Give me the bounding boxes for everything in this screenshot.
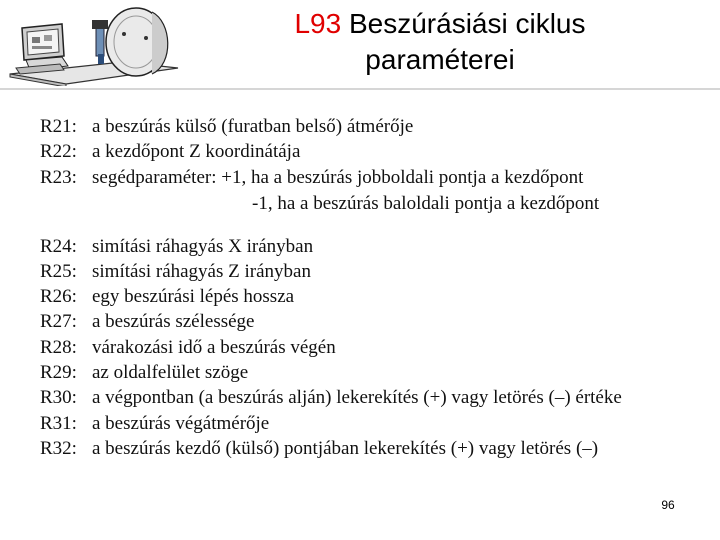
lathe-machine-illustration-icon: [2, 4, 182, 86]
parameter-list: [40, 116, 720, 463]
parameter-code: R25:: [40, 260, 77, 282]
parameter-continuation: -1, ha a beszúrás baloldali pontja a kezdőpont: [252, 192, 600, 214]
slide-title: [240, 6, 640, 78]
parameter-row-r23: [40, 167, 720, 219]
parameter-description: a beszúrás szélessége: [92, 311, 255, 333]
parameter-code: R28:: [40, 336, 77, 358]
parameter-row-r24: [40, 236, 720, 261]
parameter-code: R23:: [40, 166, 77, 188]
parameter-description: a beszúrás végátmérője: [92, 412, 270, 434]
parameter-description: simítási ráhagyás Z irányban: [92, 260, 311, 282]
parameter-description: várakozási idő a beszúrás végén: [92, 336, 336, 358]
parameter-row-r29: [40, 362, 720, 387]
header-divider: [0, 88, 720, 90]
title-text: Beszúrásiási ciklus: [348, 8, 586, 39]
parameter-code: R24:: [40, 235, 77, 257]
parameter-row-r30: [40, 387, 720, 412]
parameter-description: az oldalfelület szöge: [92, 362, 249, 384]
parameter-description: a beszúrás külső (furatban belső) átmérője: [92, 116, 414, 137]
parameter-description: simítási ráhagyás X irányban: [92, 235, 314, 257]
parameter-description: a végpontban (a beszúrás alján) lekerekítés (+) vagy letörés (–) értéke: [92, 387, 622, 409]
parameter-row-r28: [40, 337, 720, 362]
parameter-code: R31:: [40, 412, 77, 434]
parameter-description: a kezdőpont Z koordinátája: [92, 141, 301, 163]
cycle-code: L93: [294, 8, 342, 39]
parameter-code: R26:: [40, 286, 77, 308]
parameter-row-r26: [40, 286, 720, 311]
title-line2: paraméterei: [365, 44, 515, 75]
slide-header: [0, 0, 720, 90]
parameter-description: segédparaméter: +1, ha a beszúrás jobboldali pontja a kezdőpont: [92, 166, 584, 188]
parameter-row-r22: [40, 141, 720, 166]
parameter-description: egy beszúrási lépés hossza: [92, 286, 295, 308]
parameter-description: a beszúrás kezdő (külső) pontjában lekerekítés (+) vagy letörés (–): [92, 437, 599, 459]
parameter-code: R21:: [40, 116, 77, 137]
parameter-row-r31: [40, 413, 720, 438]
parameter-row-r32: [40, 438, 720, 463]
parameter-code: R22:: [40, 141, 77, 163]
parameter-code: R30:: [40, 387, 77, 409]
parameter-row-r21: [40, 116, 720, 141]
parameter-code: R27:: [40, 311, 77, 333]
parameter-row-r27: [40, 311, 720, 336]
parameter-code: R32:: [40, 437, 77, 459]
parameter-code: R29:: [40, 362, 77, 384]
parameter-row-r25: [40, 261, 720, 286]
page-number: 96: [661, 498, 675, 512]
